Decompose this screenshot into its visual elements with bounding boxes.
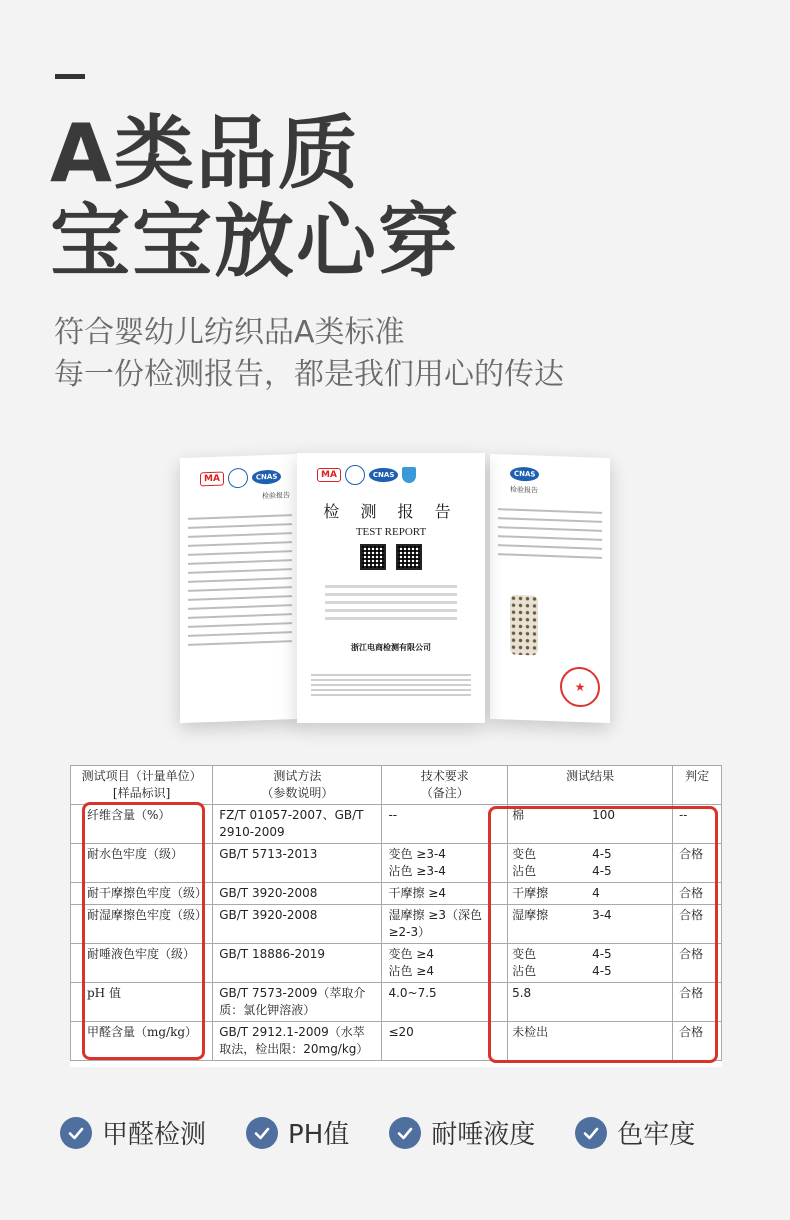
report-fields	[297, 570, 485, 620]
cell-judgement: 合格	[673, 883, 722, 905]
sample-garment-photo	[510, 595, 538, 656]
col-header-judgement: 判定	[673, 766, 722, 805]
cell-item: pH 值	[71, 983, 213, 1022]
qr-code-icon	[360, 544, 386, 570]
feature-item	[575, 1114, 695, 1151]
cell-judgement: 合格	[673, 983, 722, 1022]
cell-method: GB/T 3920-2008	[213, 883, 382, 905]
feature-item	[60, 1114, 206, 1151]
cell-judgement: 合格	[673, 1022, 722, 1061]
cell-method: GB/T 3920-2008	[213, 905, 382, 944]
cell-method: GB/T 18886-2019	[213, 944, 382, 983]
requirement-line: 变色 ≥4	[388, 947, 434, 961]
report-documents	[170, 450, 620, 730]
ma-logo-icon: MA	[200, 472, 224, 487]
cell-method: GB/T 2912.1-2009（水萃取法，检出限：20mg/kg）	[213, 1022, 382, 1061]
cell-method: FZ/T 01057-2007、GB/T 2910-2009	[213, 805, 382, 844]
feature-item	[246, 1114, 349, 1151]
left-report-table	[188, 514, 292, 646]
official-seal-stamp-icon: ★	[560, 666, 600, 707]
feature-item	[389, 1114, 535, 1151]
ilac-logo-icon	[345, 465, 365, 485]
result-line: 沾色 4-5	[512, 864, 612, 878]
result-line: 变色 4-5	[512, 947, 612, 961]
right-report-title: 检验报告	[510, 485, 538, 495]
requirement-line: 4.0~7.5	[388, 986, 437, 1000]
result-line: 沾色 4-5	[512, 964, 612, 978]
cnas-logo-icon: CNAS	[510, 467, 539, 482]
result-line: 变色 4-5	[512, 847, 612, 861]
result-line: 5.8	[512, 986, 532, 1000]
cnas-logo-icon: CNAS	[369, 468, 398, 482]
certification-logos	[297, 453, 485, 485]
check-circle-icon	[246, 1117, 278, 1149]
requirement-line: 干摩擦 ≥4	[388, 886, 446, 900]
requirement-line: --	[388, 808, 398, 822]
feature-label: PH值	[288, 1120, 350, 1150]
cell-judgement: --	[673, 805, 722, 844]
cell-judgement: 合格	[673, 905, 722, 944]
ilac-logo-icon	[228, 468, 248, 489]
report-title-cn: 检 测 报 告	[323, 502, 459, 521]
cell-item: 甲醛含量（mg/kg）	[71, 1022, 213, 1061]
table-header-row	[71, 766, 722, 805]
cell-item: 耐湿摩擦色牢度（级）	[71, 905, 213, 944]
cell-judgement: 合格	[673, 944, 722, 983]
requirement-line: 沾色 ≥4	[388, 964, 434, 978]
right-report-text	[498, 508, 602, 559]
left-report-title: 检验报告	[262, 491, 290, 501]
requirement-line: 沾色 ≥3-4	[388, 864, 446, 878]
accent-dash	[55, 74, 85, 79]
feature-label: 色牢度	[617, 1120, 696, 1150]
result-line: 棉 100	[512, 808, 615, 822]
report-page-left	[180, 454, 300, 723]
cell-item: 耐水色牢度（级）	[71, 844, 213, 883]
feature-label: 甲醛检测	[102, 1120, 207, 1150]
cell-item: 纤维含量（%）	[71, 805, 213, 844]
cnas-logo-icon: CNAS	[252, 470, 281, 485]
certification-logos	[180, 454, 300, 490]
cell-judgement: 合格	[673, 844, 722, 883]
requirement-line: ≤20	[388, 1025, 414, 1039]
requirement-line: 湿摩擦 ≥3（深色≥2-3）	[388, 908, 482, 939]
requirement-line: 变色 ≥3-4	[388, 847, 446, 861]
report-footer-text	[297, 653, 485, 696]
subtitle	[54, 312, 564, 396]
report-title-en: TEST REPORT	[355, 526, 427, 538]
cell-method: GB/T 7573-2009（萃取介质：氯化钾溶液）	[213, 983, 382, 1022]
result-line: 干摩擦 4	[512, 886, 600, 900]
highlight-box-results	[488, 806, 718, 1063]
cell-item: 耐干摩擦色牢度（级）	[71, 883, 213, 905]
shield-logo-icon	[402, 467, 416, 483]
subtitle-line-2: 每一份检测报告，都是我们用心的传达	[54, 357, 564, 392]
report-page-cover	[297, 453, 485, 723]
feature-label: 耐唾液度	[431, 1120, 536, 1150]
highlight-box-items	[82, 802, 205, 1060]
col-header-method: 测试方法 （参数说明）	[213, 766, 382, 805]
qr-code-icon	[396, 544, 422, 570]
headline-line-1: A类品质	[50, 107, 360, 200]
result-line: 未检出	[512, 1025, 549, 1039]
report-company: 浙江电商检测有限公司	[351, 643, 431, 652]
report-page-right	[490, 454, 610, 723]
subtitle-line-1: 符合婴幼儿纺织品A类标准	[54, 315, 405, 350]
feature-list	[60, 1114, 695, 1151]
cell-method: GB/T 5713-2013	[213, 844, 382, 883]
check-circle-icon	[575, 1117, 607, 1149]
qr-codes	[297, 544, 485, 570]
headline	[50, 107, 460, 288]
col-header-result: 测试结果	[508, 766, 673, 805]
cell-item: 耐唾液色牢度（级）	[71, 944, 213, 983]
result-line: 湿摩擦 3-4	[512, 908, 612, 922]
col-header-item: 测试项目（计量单位） [样品标识]	[71, 766, 213, 805]
check-circle-icon	[60, 1117, 92, 1149]
col-header-requirement: 技术要求 （备注）	[382, 766, 508, 805]
ma-logo-icon: MA	[317, 468, 341, 482]
headline-line-2: 宝宝放心穿	[50, 195, 460, 288]
check-circle-icon	[389, 1117, 421, 1149]
